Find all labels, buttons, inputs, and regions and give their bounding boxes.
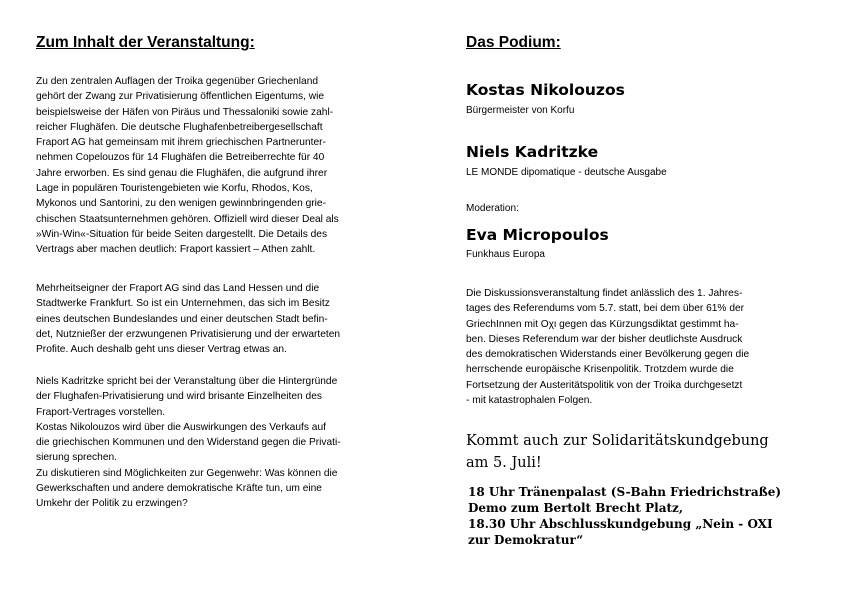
text-line: Fortsetzung der Austeritätspolitik von der Troika durchgesetzt: [466, 379, 743, 391]
text-line: Die Diskussionsveranstaltung findet anlässlich des 1. Jahres-: [466, 288, 743, 299]
text-line: gehört der Zwang zur Privatisierung öffentlichen Eigentums, wie: [36, 91, 325, 103]
rally-info-line: Demo zum Bertolt Brecht Platz,: [468, 501, 684, 515]
moderator-name: Eva Micropoulos: [466, 226, 609, 244]
speaker-role-niels: LE MONDE dipomatique - deutsche Ausgabe: [466, 167, 667, 178]
content-paragraph-2: [36, 281, 340, 357]
moderation-label: Moderation:: [466, 203, 519, 214]
rally-title: [466, 430, 769, 474]
text-line: Jahre erworben. Es sind genau die Flughäfen, die aufgrund ihrer: [36, 167, 328, 179]
text-line: det, Nutznießer der erzwungenen Privatisierung und der erwarteten: [36, 328, 341, 340]
text-line: Vertrags aber machen deutlich: Fraport kassiert – Athen zahlt.: [36, 244, 316, 256]
text-line: die griechischen Kommunen und den Widerstand gegen die Privati-: [36, 437, 341, 449]
rally-info-line: zur Demokratur“: [468, 533, 584, 547]
content-paragraph-3: [36, 374, 341, 512]
text-line: Mehrheitseigner der Fraport AG sind das Land Hessen und die: [36, 283, 320, 294]
text-line: Stadtwerke Frankfurt. So ist ein Unternehmen, das sich im Besitz: [36, 298, 330, 310]
podium-heading: Das Podium:: [466, 34, 561, 51]
text-line: tages des Referendums vom 5.7. statt, bei dem über 61% der: [466, 303, 745, 315]
rally-info-line: 18.30 Uhr Abschlusskundgebung „Nein - OXI: [468, 517, 773, 531]
text-line: Zu diskutieren sind Möglichkeiten zur Gegenwehr: Was können die: [36, 467, 338, 479]
text-line: der Flughafen-Privatisierung und wird brisante Einzelheiten des: [36, 391, 322, 403]
text-line: GriechInnen mit Oχι gegen das Kürzungsdiktat gestimmt ha-: [466, 318, 739, 330]
text-line: Profite. Auch deshalb geht uns dieser Vertrag etwas an.: [36, 344, 287, 356]
text-line: chischen Staatsunternehmen gehören. Offiziell wird dieser Deal als: [36, 213, 339, 225]
rally-info: [468, 484, 781, 548]
moderator-role: Funkhaus Europa: [466, 249, 545, 260]
text-line: Zu den zentralen Auflagen der Troika gegenüber Griechenland: [36, 76, 319, 87]
text-line: Kostas Nikolouzos wird über die Auswirkungen des Verkaufs auf: [36, 421, 326, 433]
text-line: beispielsweise der Häfen von Piräus und Thessaloniki sowie zahl-: [36, 106, 334, 118]
rally-title-line: am 5. Juli!: [466, 455, 542, 471]
text-line: »Win-Win«-Situation für beide Seiten dargestellt. Die Details des: [36, 228, 328, 240]
text-line: eines deutschen Bundeslandes und einer deutschen Stadt befin-: [36, 313, 328, 325]
rally-title-line: Kommt auch zur Solidaritätskundgebung: [466, 433, 769, 449]
speaker-role-kostas: Bürgermeister von Korfu: [466, 105, 575, 116]
speaker-name-kostas: Kostas Nikolouzos: [466, 81, 625, 99]
content-heading: Zum Inhalt der Veranstaltung:: [36, 34, 255, 51]
text-line: Mykonos und Santorini, zu den wenigen gewinnbringenden grie-: [36, 198, 326, 210]
speaker-name-niels: Niels Kadritzke: [466, 143, 599, 161]
rally-info-line: 18 Uhr Tränenpalast (S-Bahn Friedrichstraße): [468, 485, 782, 499]
text-line: Gewerkschaften und andere demokratische Kräfte tun, um eine: [36, 483, 322, 495]
text-line: des demokratischen Widerstands einer Bevölkerung gegen die: [466, 349, 750, 361]
content-paragraph-1: [36, 74, 339, 258]
text-line: Umkehr der Politik zu erzwingen?: [36, 498, 188, 510]
text-line: Lage in populären Touristengebieten wie Korfu, Rhodos, Kos,: [36, 183, 313, 195]
text-line: ben. Dieses Referendum war der bisher deutlichste Ausdruck: [466, 333, 743, 345]
text-line: sierung sprechen.: [36, 452, 117, 464]
text-line: Fraport-Vertrages vorstellen.: [36, 406, 166, 418]
text-line: reicher Flughäfen. Die deutsche Flughafenbetreibergesellschaft: [36, 121, 323, 133]
referendum-paragraph: [466, 286, 749, 408]
text-line: Fraport AG hat gemeinsam mit ihrem griechischen Partnerunter-: [36, 137, 326, 149]
text-line: Niels Kadritzke spricht bei der Veranstaltung über die Hintergründe: [36, 376, 338, 387]
text-line: herrschende europäische Krisenpolitik. Trotzdem wurde die: [466, 364, 734, 376]
text-line: - mit katastrophalen Folgen.: [466, 395, 593, 407]
text-line: nehmen Copelouzos für 14 Flughäfen die Betreiberrechte für 40: [36, 152, 325, 164]
